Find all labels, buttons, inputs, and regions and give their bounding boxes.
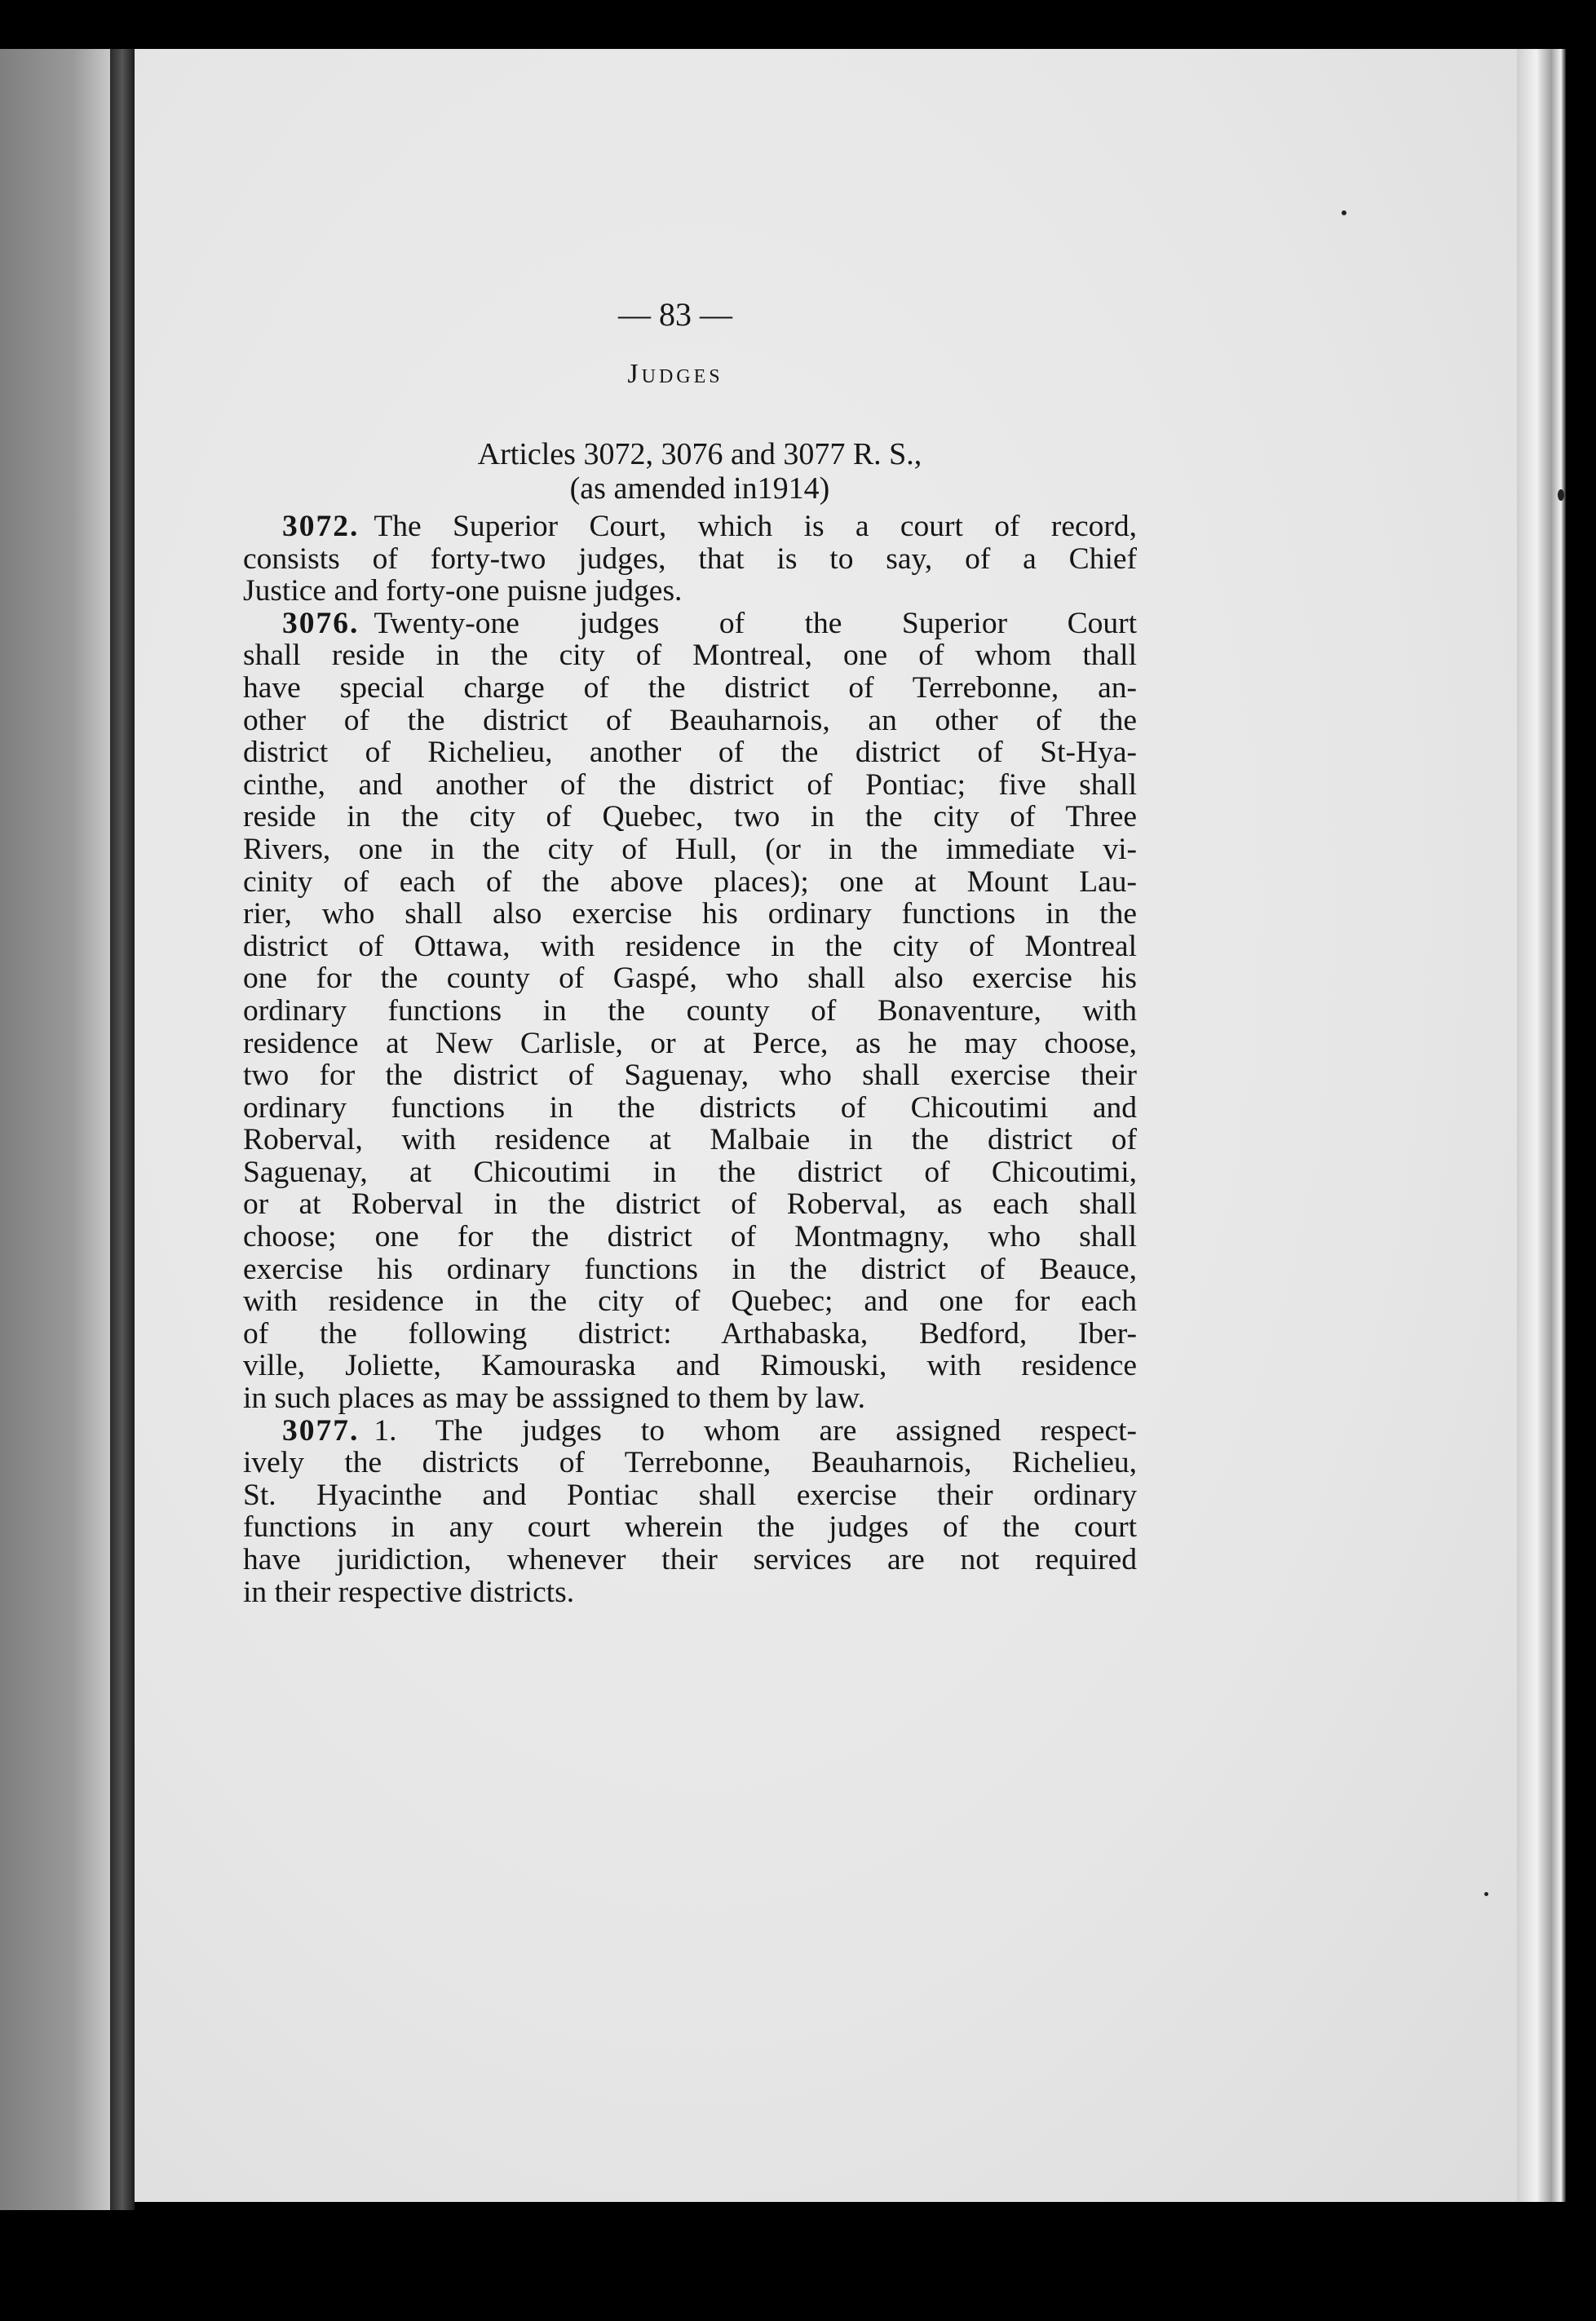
article-number: 3077. [282, 1413, 360, 1448]
article-line: shall reside in the city of Montreal, one of whom thall [243, 639, 1137, 673]
book-gutter [110, 49, 135, 2210]
article-line: Roberval, with residence at Malbaie in the district of [243, 1123, 1137, 1157]
article-line: have juridiction, whenever their services are not required [243, 1543, 1137, 1576]
article-line: have special charge of the district of Terrebonne, an- [243, 670, 1137, 705]
article-line: Justice and forty-one puisne judges. [243, 574, 683, 608]
article-line: with residence in the city of Quebec; and one for each [243, 1284, 1137, 1319]
article-line: exercise his ordinary functions in the district of Beauce, [243, 1252, 1137, 1286]
article-number: 3072. [282, 510, 360, 543]
article-line: residence at New Carlisle, or at Perce, as he may choose, [243, 1026, 1137, 1060]
article-line: choose; one for the district of Montmagny, who shall [243, 1220, 1137, 1254]
article-line: 1. The judges to whom are assigned respect- [374, 1413, 1137, 1448]
article-line: district of Ottawa, with residence in the city of Montreal [243, 929, 1137, 963]
subheading-line: (as amended in1914) [569, 471, 830, 506]
article-line: of the following district: Arthabaska, Bedford, Iber- [243, 1316, 1137, 1351]
article-line: rier, who shall also exercise his ordinary functions in the [243, 897, 1137, 931]
article-line: functions in any court wherein the judges of the court [243, 1510, 1137, 1545]
article-line: or at Roberval in the district of Roberval, as each shall [243, 1187, 1137, 1222]
article-line: Rivers, one in the city of Hull, (or in the immediate vi- [243, 832, 1137, 866]
subheading [292, 437, 1107, 506]
article-line: one for the county of Gaspé, who shall also exercise his [243, 962, 1137, 996]
article-line: St. Hyacinthe and Pontiac shall exercise their ordinary [243, 1478, 1137, 1512]
article-line: cinthe, and another of the district of Pontiac; five shall [243, 767, 1137, 802]
scan-speck [1342, 210, 1346, 215]
page-text [243, 294, 1137, 1608]
article-line: cinity of each of the above places); one at Mount Lau- [243, 864, 1137, 899]
article-line: consists of forty-two judges, that is to say, of a Chief [243, 542, 1137, 576]
section-title: Judges [627, 359, 723, 389]
article-3076 [243, 608, 1137, 1415]
scan-speck [1558, 489, 1564, 501]
article-line: Saguenay, at Chicoutimi in the district of Chicoutimi, [243, 1155, 1137, 1189]
article-line: in such places as may be asssigned to them by law. [243, 1382, 866, 1416]
article-line: district of Richelieu, another of the district of St-Hya- [243, 736, 1137, 770]
article-line: ively the districts of Terrebonne, Beauharnois, Richelieu, [243, 1446, 1137, 1480]
page-edge-stack [1517, 49, 1566, 2202]
article-3077 [243, 1415, 1137, 1609]
article-line: The Superior Court, which is a court of record, [374, 510, 1137, 543]
article-line: two for the district of Saguenay, who shall exercise their [243, 1059, 1137, 1093]
article-3072 [243, 511, 1137, 608]
article-line: other of the district of Beauharnois, an other of the [243, 703, 1137, 737]
scan-speck [1484, 1892, 1488, 1896]
article-line: Twenty-one judges of the Superior Court [374, 606, 1137, 640]
article-line: reside in the city of Quebec, two in the city of Three [243, 800, 1137, 834]
article-line: in their respective districts. [243, 1575, 575, 1609]
page-number: — 83 — [618, 296, 732, 333]
adjacent-page-edge [0, 49, 122, 2210]
article-line: ville, Joliette, Kamouraska and Rimouski, with residence [243, 1349, 1137, 1383]
subheading-line: Articles 3072, 3076 and 3077 R. S., [477, 437, 922, 471]
article-number: 3076. [282, 606, 360, 640]
article-line: ordinary functions in the county of Bonaventure, with [243, 993, 1137, 1028]
article-line: ordinary functions in the districts of Chicoutimi and [243, 1090, 1137, 1125]
